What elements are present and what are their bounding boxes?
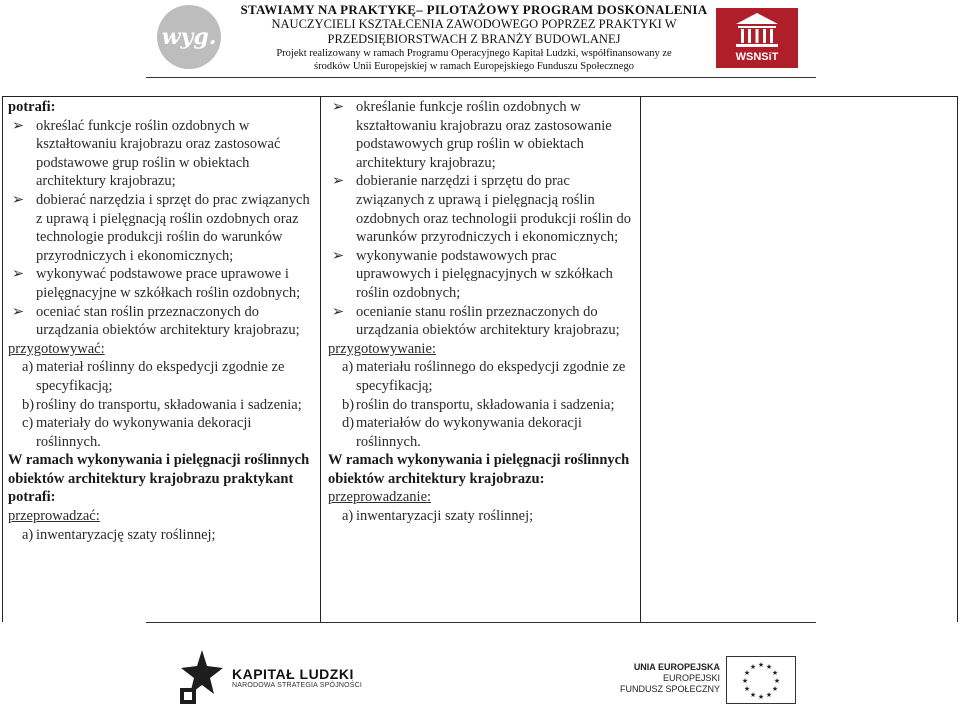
building-columns-icon bbox=[716, 8, 798, 50]
eu-text-block bbox=[600, 662, 720, 695]
wsnsit-label: WSNSiT bbox=[735, 51, 779, 63]
list-item: ➢ dobieranie narzędzi i sprzętu do prac związanych z uprawą i pielęgnacją roślin ozdobnych oraz technologii produkcji roślin do warunków przyrodniczych i ekonomicznych; bbox=[332, 173, 632, 246]
list-item: b) roślin do transportu, składowania i sadzenia; bbox=[342, 396, 615, 413]
col-a-conduct-label: przeprowadzać: bbox=[8, 508, 100, 525]
kl-title: KAPITAŁ LUDZKI bbox=[232, 666, 354, 682]
header-line-5: środków Unii Europejskiej w ramach Europejskiego Funduszu Społecznego bbox=[314, 61, 634, 72]
col-b-conduct-label: przeprowadzanie: bbox=[328, 489, 432, 506]
svg-text:★: ★ bbox=[771, 685, 779, 693]
kapital-ludzki-logo bbox=[232, 666, 362, 689]
col-a-heading: potrafi: bbox=[8, 99, 56, 115]
table-top-border bbox=[2, 96, 958, 97]
wsnsit-logo bbox=[716, 8, 798, 68]
svg-text:★: ★ bbox=[771, 669, 779, 677]
svg-text:★: ★ bbox=[765, 691, 773, 699]
footer-divider bbox=[146, 622, 816, 623]
arrow-bullet-icon: ➢ bbox=[12, 191, 25, 208]
eu-line-1: UNIA EUROPEJSKA bbox=[633, 662, 720, 672]
list-item: ➢ określać funkcje roślin ozdobnych w kształtowaniu krajobrazu oraz zastosować podstawowe grup roślin w obiektach architektury krajobrazu; bbox=[12, 117, 281, 190]
list-item: ➢ ocenianie stanu roślin przeznaczonych do urządzania obiektów architektury krajobrazu; bbox=[332, 303, 620, 339]
arrow-bullet-icon: ➢ bbox=[12, 266, 25, 283]
header-line-2: NAUCZYCIELI KSZTAŁCENIA ZAWODOWEGO POPRZEZ PRAKTYKI W bbox=[271, 17, 677, 31]
list-item: ➢ wykonywać podstawowe prace uprawowe i pielęgnacyjne w szkółkach roślin ozdobnych; bbox=[12, 266, 301, 301]
kapital-ludzki-star-icon bbox=[178, 648, 224, 706]
list-item: a) inwentaryzację szaty roślinnej; bbox=[22, 526, 216, 543]
table-divider-1 bbox=[320, 96, 321, 622]
column-practice-activities bbox=[328, 98, 634, 526]
list-item: b) rośliny do transportu, składowania i sadzenia; bbox=[22, 396, 302, 413]
svg-text:★: ★ bbox=[765, 663, 773, 671]
header-line-3: PRZEDSIĘBIORSTWACH Z BRANŻY BUDOWLANEJ bbox=[327, 32, 621, 46]
wyg-logo-icon bbox=[152, 4, 226, 70]
arrow-bullet-icon: ➢ bbox=[12, 117, 25, 134]
list-item: a) materiału roślinnego do ekspedycji zgodnie ze specyfikacją; bbox=[342, 359, 626, 394]
col-b-bold-heading: W ramach wykonywania i pielęgnacji roślinnych obiektów architektury krajobrazu: bbox=[328, 452, 630, 487]
list-item: ➢ oceniać stan roślin przeznaczonych do urządzania obiektów architektury krajobrazu; bbox=[12, 303, 300, 339]
arrow-bullet-icon: ➢ bbox=[332, 247, 345, 264]
svg-text:★: ★ bbox=[757, 661, 765, 669]
svg-text:wyg.: wyg. bbox=[161, 24, 217, 50]
table-left-border bbox=[2, 96, 3, 622]
eu-flag-icon bbox=[726, 656, 796, 704]
svg-text:★: ★ bbox=[757, 693, 765, 701]
header-text-block bbox=[234, 2, 714, 73]
list-item: d) materiałów do wykonywania dekoracji roślinnych. bbox=[342, 415, 582, 450]
arrow-bullet-icon: ➢ bbox=[332, 173, 345, 190]
svg-text:★: ★ bbox=[773, 677, 781, 685]
svg-text:★: ★ bbox=[749, 691, 757, 699]
svg-text:★: ★ bbox=[749, 663, 757, 671]
table-divider-2 bbox=[640, 96, 641, 622]
list-item: c) materiały do wykonywania dekoracji roślinnych. bbox=[22, 415, 252, 450]
document-header bbox=[0, 0, 960, 80]
svg-text:★: ★ bbox=[743, 669, 751, 677]
svg-text:★: ★ bbox=[743, 685, 751, 693]
table-right-border bbox=[957, 96, 958, 622]
list-item: ➢ dobierać narzędzia i sprzęt do prac związanych z uprawą i pielęgnacją roślin ozdobnych oraz technologie produkcji roślin do warunków przyrodniczych i ekonomicznych; bbox=[12, 191, 310, 264]
list-item: ➢ wykonywanie podstawowych prac uprawowych i pielęgnacyjnych w szkółkach roślin ozdobnych; bbox=[332, 247, 613, 301]
arrow-bullet-icon: ➢ bbox=[332, 99, 345, 115]
col-a-bold-heading: W ramach wykonywania i pielęgnacji roślinnych obiektów architektury krajobrazu praktykant potrafi: bbox=[8, 452, 310, 506]
eu-line-2: EUROPEJSKI bbox=[662, 673, 720, 683]
kl-subtitle: NARODOWA STRATEGIA SPÓJNOŚCI bbox=[232, 682, 363, 689]
content-table bbox=[2, 96, 958, 622]
arrow-bullet-icon: ➢ bbox=[332, 303, 345, 320]
column-learning-outcomes bbox=[8, 98, 314, 544]
eu-line-3: FUNDUSZ SPOŁECZNY bbox=[619, 684, 720, 694]
list-item: a) materiał roślinny do ekspedycji zgodnie ze specyfikacją; bbox=[22, 359, 285, 394]
header-line-4: Projekt realizowany w ramach Programu Operacyjnego Kapitał Ludzki, współfinansowany ze bbox=[276, 48, 672, 59]
list-item: a) inwentaryzacji szaty roślinnej; bbox=[342, 508, 534, 525]
header-line-1: STAWIAMY NA PRAKTYKĘ– PILOTAŻOWY PROGRAM DOSKONALENIA bbox=[240, 2, 708, 17]
list-item: ➢ określanie funkcje roślin ozdobnych w kształtowaniu krajobrazu oraz zastosowanie podstawowych grup roślin w obiektach architektury krajobrazu; bbox=[332, 99, 612, 171]
arrow-bullet-icon: ➢ bbox=[12, 303, 25, 320]
svg-text:★: ★ bbox=[741, 677, 749, 685]
col-a-prep-label: przygotowywać: bbox=[8, 340, 105, 357]
header-divider bbox=[146, 77, 816, 78]
col-b-prep-label: przygotowywanie: bbox=[328, 340, 436, 357]
